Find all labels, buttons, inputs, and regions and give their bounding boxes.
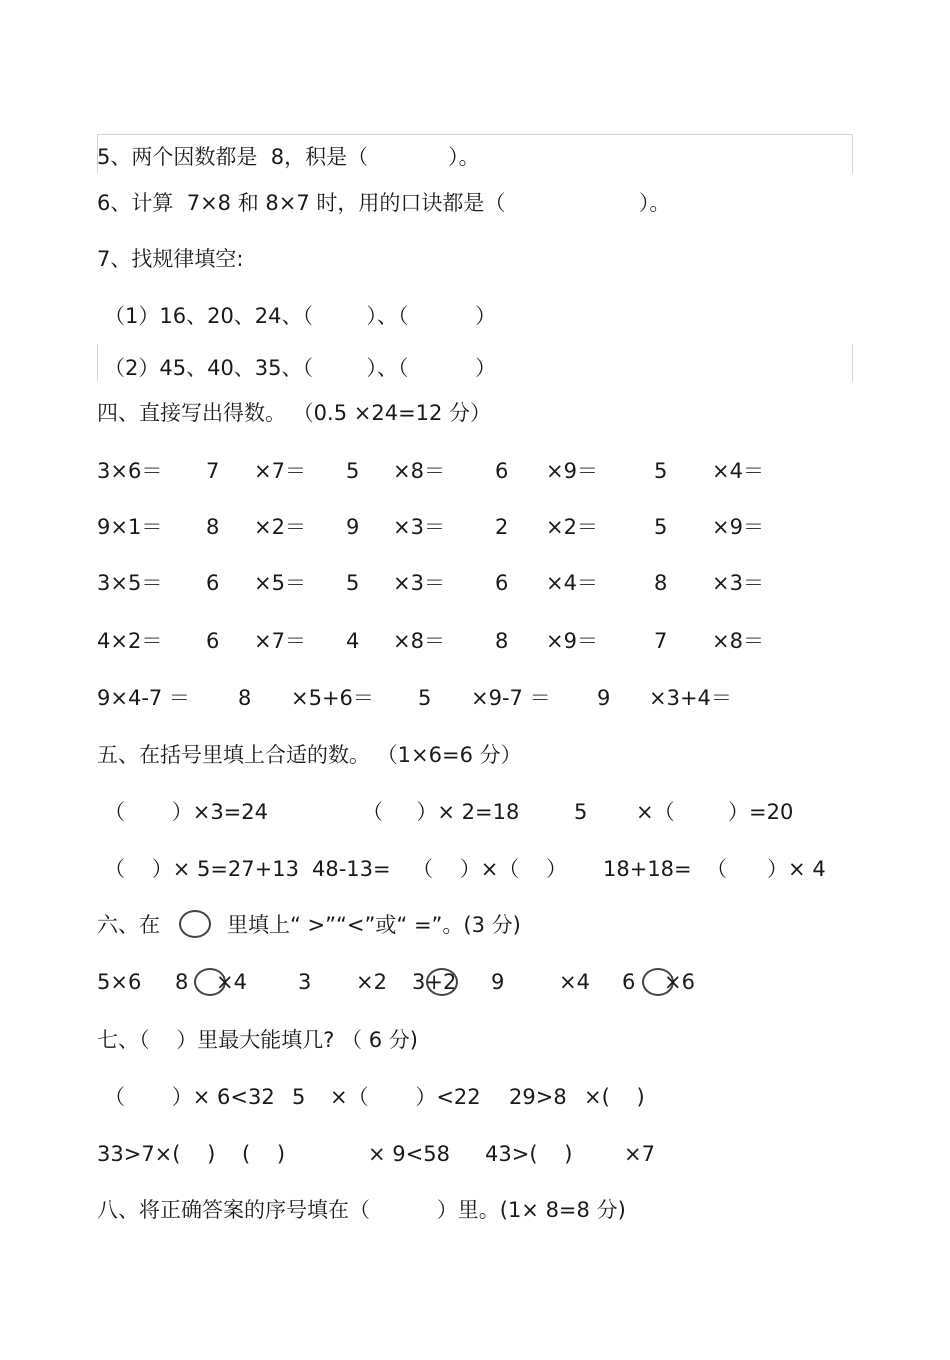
section-4-title: 四、直接写出得数。 （0.5 ×24=12 分）: [97, 401, 492, 425]
cell: ×7＝: [254, 459, 306, 483]
cell: ×5＝: [254, 571, 306, 595]
compare-term: ×4: [559, 970, 590, 994]
compare-term: ×2: [356, 970, 387, 994]
cell: 7: [206, 459, 220, 483]
inequality-item: ×（ ）<22: [330, 1085, 481, 1109]
cell: ×3＝: [393, 515, 445, 539]
cell: 9×1＝: [97, 515, 163, 539]
compare-term: 9: [491, 970, 505, 994]
cell: 6: [206, 571, 220, 595]
inequality-item: × 9<58: [368, 1142, 450, 1166]
inequality-item: ( ): [242, 1142, 286, 1166]
comparison-circle-icon: [179, 910, 211, 938]
section-6-title-prefix: 六、在: [97, 913, 160, 937]
answer-circle-2[interactable]: [426, 968, 458, 996]
section-8-title: 八、将正确答案的序号填在（ ）里。(1× 8=8 分): [97, 1198, 626, 1222]
question-7: 7、找规律填空:: [97, 247, 244, 271]
cell: ×7＝: [254, 629, 306, 653]
cell: 9×4-7 ＝: [97, 686, 190, 710]
cell: ×8＝: [393, 459, 445, 483]
cell: ×9＝: [546, 459, 598, 483]
question-7-part-2: （2）45、40、35、（ ）、（ ）: [104, 356, 497, 380]
cell: 5: [418, 686, 432, 710]
cell: 5: [346, 459, 360, 483]
fill-blank-item: （ ）×3=24: [104, 800, 269, 824]
cell: ×3+4＝: [649, 686, 732, 710]
cell: 5: [654, 515, 668, 539]
compare-term: 5×6: [97, 970, 142, 994]
section-7-title: 七、（ ）里最大能填几? （ 6 分): [97, 1028, 418, 1052]
section-7-row: [0, 1140, 950, 1308]
cell: 4: [346, 629, 360, 653]
cell: 8: [495, 629, 509, 653]
cell: 7: [654, 629, 668, 653]
fill-blank-item: 5: [574, 800, 588, 824]
fill-blank-item: （ ）× 5=27+13: [104, 857, 299, 881]
cell: 5: [346, 571, 360, 595]
cell: 6: [206, 629, 220, 653]
cell: 6: [495, 459, 509, 483]
cell: 8: [654, 571, 668, 595]
cell: ×9-7 ＝: [471, 686, 551, 710]
cell: 3×6＝: [97, 459, 163, 483]
compare-term: 6: [622, 970, 636, 994]
cell: ×9＝: [712, 515, 764, 539]
compare-term: ×6: [664, 970, 695, 994]
cell: ×2＝: [254, 515, 306, 539]
inequality-item: 43>( ): [485, 1142, 573, 1166]
cell: 9: [597, 686, 611, 710]
inequality-item: 33>7×( ): [97, 1142, 216, 1166]
fill-blank-item: 48-13=: [312, 857, 391, 881]
cell: ×4＝: [546, 571, 598, 595]
compare-term: 3+2: [412, 970, 457, 994]
compare-term: 3: [298, 970, 312, 994]
fill-blank-item: （ ）× 4: [706, 857, 826, 881]
fill-blank-item: ×（ ）=20: [636, 800, 794, 824]
table-rule-right: [852, 134, 853, 174]
fill-blank-item: （ ）× 2=18: [362, 800, 520, 824]
cell: ×2＝: [546, 515, 598, 539]
cell: 8: [238, 686, 252, 710]
inequality-item: （ ）× 6<32: [104, 1085, 275, 1109]
cell: ×3＝: [712, 571, 764, 595]
fill-blank-item: （ ）×（ ）: [412, 857, 567, 881]
section-6-title-suffix: 里填上“ >”“<”或“ =”。(3 分): [227, 913, 521, 937]
cell: 6: [495, 571, 509, 595]
cell: 2: [495, 515, 509, 539]
inequality-item: 5: [292, 1085, 306, 1109]
cell: ×9＝: [546, 629, 598, 653]
question-6: 6、计算 7×8 和 8×7 时，用的口诀都是（ ）。: [97, 191, 671, 215]
compare-term: ×4: [216, 970, 247, 994]
inequality-item: 29>8: [509, 1085, 567, 1109]
cell: ×3＝: [393, 571, 445, 595]
fill-blank-item: 18+18=: [603, 857, 692, 881]
cell: ×8＝: [393, 629, 445, 653]
inequality-item: ×( ): [584, 1085, 645, 1109]
cell: 5: [654, 459, 668, 483]
cell: 8: [206, 515, 220, 539]
table-rule-top: [97, 134, 853, 135]
table-rule-right-2: [852, 344, 853, 382]
cell: ×8＝: [712, 629, 764, 653]
question-7-part-1: （1）16、20、24、（ ）、（ ）: [104, 304, 497, 328]
cell: 9: [346, 515, 360, 539]
cell: ×4＝: [712, 459, 764, 483]
cell: ×5+6＝: [291, 686, 374, 710]
section-5-title: 五、在括号里填上合适的数。 （1×6=6 分）: [97, 743, 522, 767]
inequality-item: ×7: [624, 1142, 655, 1166]
table-rule-left-2: [97, 344, 98, 382]
question-5: 5、两个因数都是 8，积是（ ）。: [97, 145, 480, 169]
cell: 4×2＝: [97, 629, 163, 653]
compare-term: 8: [175, 970, 189, 994]
cell: 3×5＝: [97, 571, 163, 595]
